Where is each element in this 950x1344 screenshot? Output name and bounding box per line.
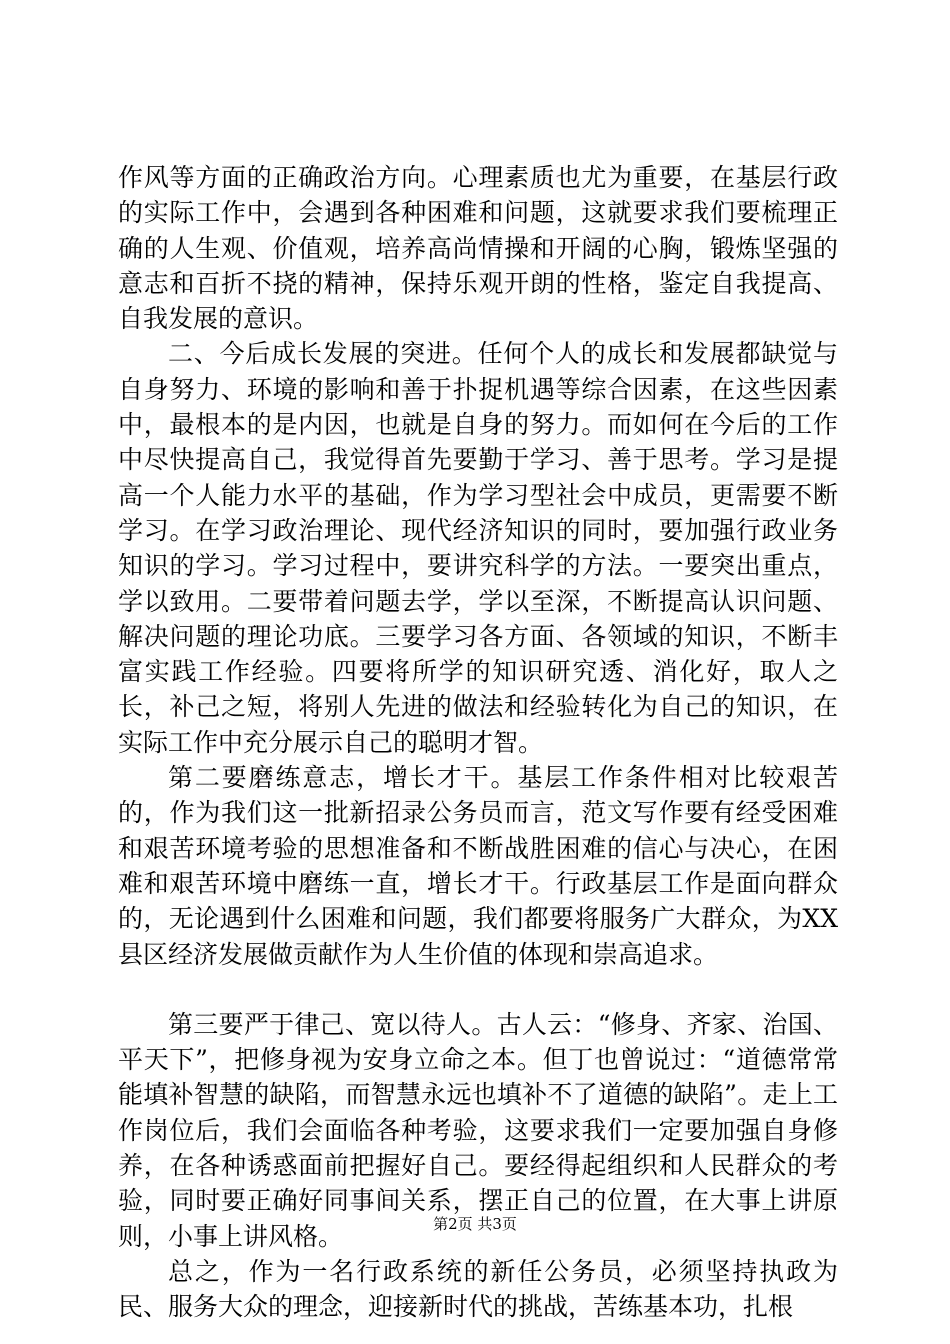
page-number-label: 第2页 共3页 <box>433 1215 517 1233</box>
paragraph-hone-will: 第二要磨练意志，增长才干。基层工作条件相对比较艰苦的，作为我们这一批新招录公务员而言，范文写作要有经受困难和艰苦环境考验的思想准备和不断战胜困难的信心与决心，在困难和艰苦环境中磨练一直，增长才干。行政基层工作是面向群众的，无论遇到什么困难和问题，我们都要将服务广大群众，为XX县区经济发展做贡献作为人生价值的体现和崇高追求。 <box>118 763 838 969</box>
paragraph-conclusion: 总之，作为一名行政系统的新任公务员，必须坚持执政为民、服务大众的理念，迎接新时代的挑战，苦练基本功，扎根 <box>118 1256 838 1322</box>
document-body <box>118 160 838 1325</box>
paragraph-continuation: 作风等方面的正确政治方向。心理素质也尤为重要，在基层行政的实际工作中，会遇到各种困难和问题，这就要求我们要梳理正确的人生观、价值观，培养高尚情操和开阔的心胸，锻炼坚强的意志和百折不挠的精神，保持乐观开朗的性格，鉴定自我提高、自我发展的意识。 <box>118 163 838 334</box>
paragraph-self-discipline: 第三要严于律己、宽以待人。古人云：“修身、齐家、治国、平天下”，把修身视为安身立命之本。但丁也曾说过：“道德常常能填补智慧的缺陷，而智慧永远也填补不了道德的缺陷”。走上工作岗位后，我们会面临各种考验，这要求我们一定要加强自身修养，在各种诱惑面前把握好自己。要经得起组织和人民群众的考验，同时要正确好同事间关系，摆正自己的位置，在大事上讲原则，小事上讲风格。 <box>118 1009 838 1251</box>
page-footer <box>0 1214 950 1234</box>
paragraph-growth-breakthrough: 二、今后成长发展的突进。任何个人的成长和发展都缺觉与自身努力、环境的影响和善于扑捉机遇等综合因素，在这些因素中，最根本的是内因，也就是自身的努力。而如何在今后的工作中尽快提高自己，我觉得首先要勤于学习、善于思考。学习是提高一个人能力水平的基础，作为学习型社会中成员，更需要不断学习。在学习政治理论、现代经济知识的同时，要加强行政业务知识的学习。学习过程中，要讲究科学的方法。一要突出重点，学以致用。二要带着问题去学，学以至深，不断提高认识问题、解决问题的理论功底。三要学习各方面、各领域的知识，不断丰富实践工作经验。四要将所学的知识研究透、消化好，取人之长，补己之短，将别人先进的做法和经验转化为自己的知识，在实际工作中充分展示自己的聪明才智。 <box>118 339 838 757</box>
